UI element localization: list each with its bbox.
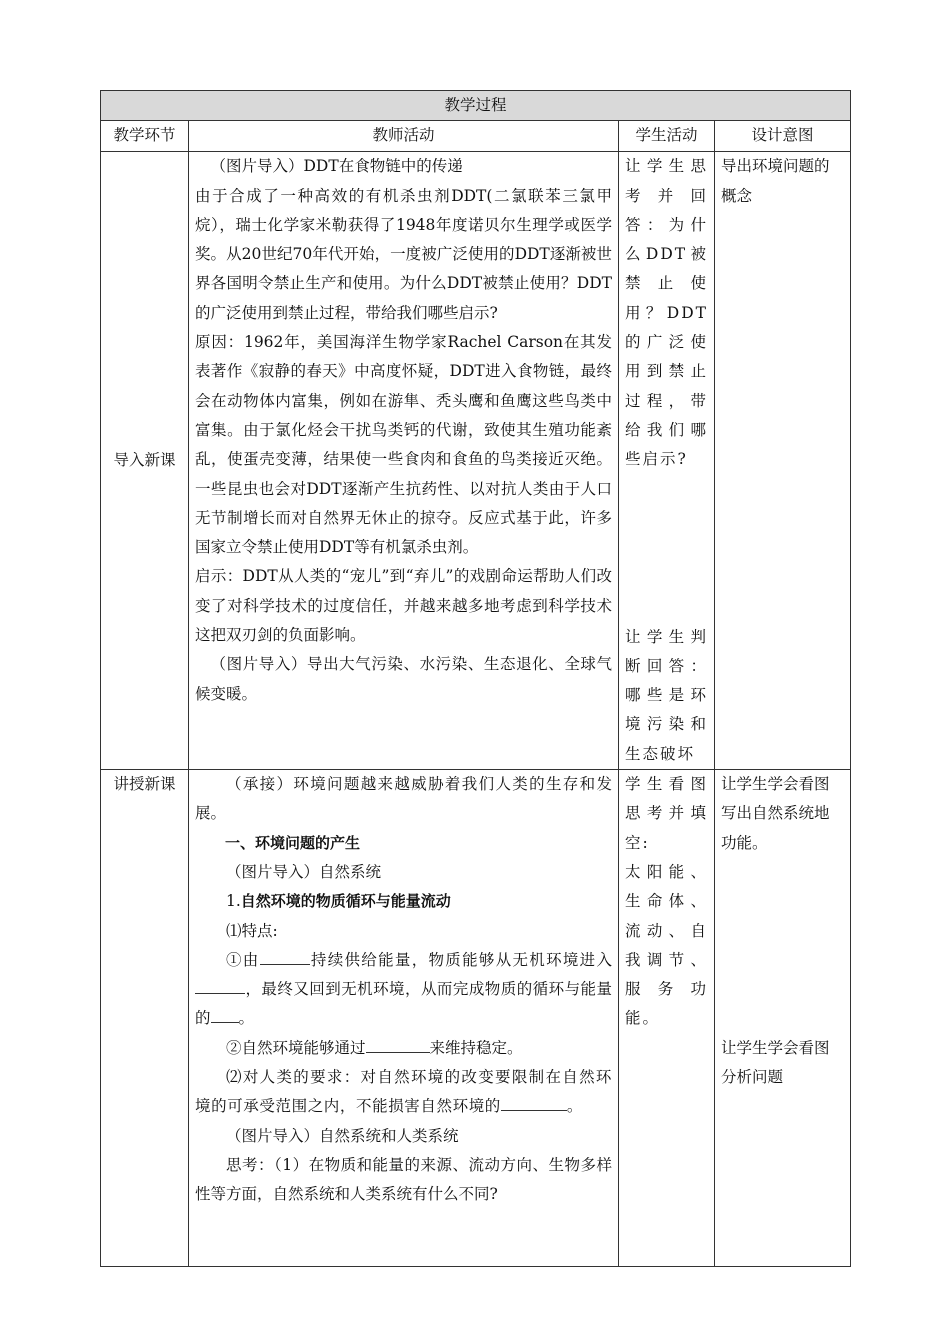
intent-paragraph: 让学生学会看图写出自然系统地功能。 [721, 775, 830, 852]
header-student-activity: 学生活动 [619, 121, 715, 152]
teacher-activity-cell [189, 770, 619, 1267]
teacher-paragraph: 原因：1962年，美国海洋生物学家Rachel Carson在其发表著作《寂静的春天》中高度怀疑，DDT进入食物链，最终会在动物体内富集，例如在游隼、秃头鹰和鱼鹰这些鸟类中富集。由于氯化烃会干扰鸟类钙的代谢，致使其生殖功能紊乱，使蛋壳变薄，结果使一些食肉和食鱼的鸟类接近灭绝。一些昆虫也会对DDT逐渐产生抗药性、以对抗人类由于人口无节制增长而对自然界无休止的掠夺。反应式基于此，许多国家立令禁止使用DDT等有机氯杀虫剂。 [195, 333, 612, 557]
teacher-paragraph: 启示：DDT从人类的“宠儿”到“弃儿”的戏剧命运帮助人们改变了对科学技术的过度信任，并越来越多地考虑到科学技术这把双刃剑的负面影响。 [195, 567, 612, 645]
blank-self-regulation[interactable] [366, 1034, 430, 1053]
header-stage: 教学环节 [101, 121, 189, 152]
teacher-paragraph: （承接）环境问题越来越威胁着我们人类的生存和发展。 [195, 775, 612, 823]
stage-cell: 讲授新课 [101, 770, 189, 1267]
design-intent-cell [715, 770, 851, 1267]
blank-service-function[interactable] [501, 1092, 567, 1111]
subsection-heading [195, 887, 612, 916]
teacher-paragraph: （图片导入）导出大气污染、水污染、生态退化、全球气候变暖。 [195, 655, 612, 703]
teacher-activity-cell [189, 152, 619, 770]
text-segment: ，最终又回到无机环境，从而完成物质的循环与能量的 [195, 980, 612, 1028]
text-segment: 。 [238, 1009, 255, 1028]
stage-cell: 导入新课 [101, 152, 189, 770]
student-activity-cell [619, 152, 715, 770]
teacher-paragraph: （图片导入）DDT在食物链中的传递 [210, 157, 463, 176]
student-paragraph: 让学生判断回答：哪些是环境污染和生态破坏 [625, 627, 708, 763]
student-paragraph: 学生看图思考并填空: [625, 775, 708, 852]
teacher-paragraph: ⑴特点: [226, 921, 278, 940]
blank-energy-source[interactable] [260, 946, 310, 965]
text-segment: 。 [566, 1097, 584, 1116]
table-row [101, 152, 851, 770]
text-segment: ②自然环境能够通过 [226, 1038, 366, 1057]
spacer [721, 858, 844, 1034]
header-design-intent: 设计意图 [715, 121, 851, 152]
table-row [101, 770, 851, 1267]
table-title: 教学过程 [101, 91, 851, 121]
spacer [625, 475, 708, 623]
teacher-paragraph: 思考：（1）在物质和能量的来源、流动方向、生物多样性等方面，自然系统和人类系统有什么不同? [195, 1155, 612, 1204]
teacher-paragraph: （图片导入）自然系统 [226, 862, 382, 881]
subsection-number: 1. [226, 892, 241, 911]
intent-paragraph: 让学生学会看图分析问题 [721, 1038, 830, 1087]
student-activity-cell [619, 770, 715, 1267]
header-teacher-activity: 教师活动 [189, 121, 619, 152]
fill-blank-paragraph [195, 1034, 612, 1063]
student-paragraph: 让学生思考并回答：为什么DDT被禁止使用？DDT的广泛使用到禁止过程，带给我们哪些启示? [625, 157, 708, 469]
text-segment: 来维持稳定。 [429, 1038, 523, 1057]
intent-paragraph: 导出环境问题的概念 [721, 157, 830, 205]
blank-flow[interactable] [211, 1004, 239, 1023]
student-paragraph: 太阳能、生命体、流动、自我调节、服务功能。 [625, 862, 708, 1028]
fill-blank-paragraph [195, 946, 612, 1034]
table-header-row [101, 121, 851, 152]
design-intent-cell [715, 152, 851, 770]
table-title-row [101, 91, 851, 121]
teaching-process-table [100, 90, 851, 1267]
text-segment: 持续供给能量，物质能够从无机环境进入 [309, 950, 612, 969]
section-heading: 一、环境问题的产生 [225, 833, 361, 852]
teacher-paragraph: 由于合成了一种高效的有机杀虫剂DDT(二氯联苯三氯甲烷），瑞士化学家米勒获得了1948年度诺贝尔生理学或医学奖。从20世纪70年代开始，一度被广泛使用的DDT逐渐被世界各国明令禁止生产和使用。为什么DDT被禁止使用？DDT的广泛使用到禁止过程，带给我们哪些启示? [195, 186, 612, 322]
subsection-title: 自然环境的物质循环与能量流动 [240, 892, 451, 911]
teacher-paragraph: （图片导入）自然系统和人类系统 [226, 1126, 459, 1145]
fill-blank-paragraph [195, 1063, 612, 1122]
text-segment: ⑵对人类的要求：对自然环境的改变要限制在自然环境的可承受范围之内，不能损害自然环境的 [195, 1068, 612, 1116]
text-segment: ①由 [226, 950, 260, 969]
blank-organism[interactable] [195, 975, 245, 994]
